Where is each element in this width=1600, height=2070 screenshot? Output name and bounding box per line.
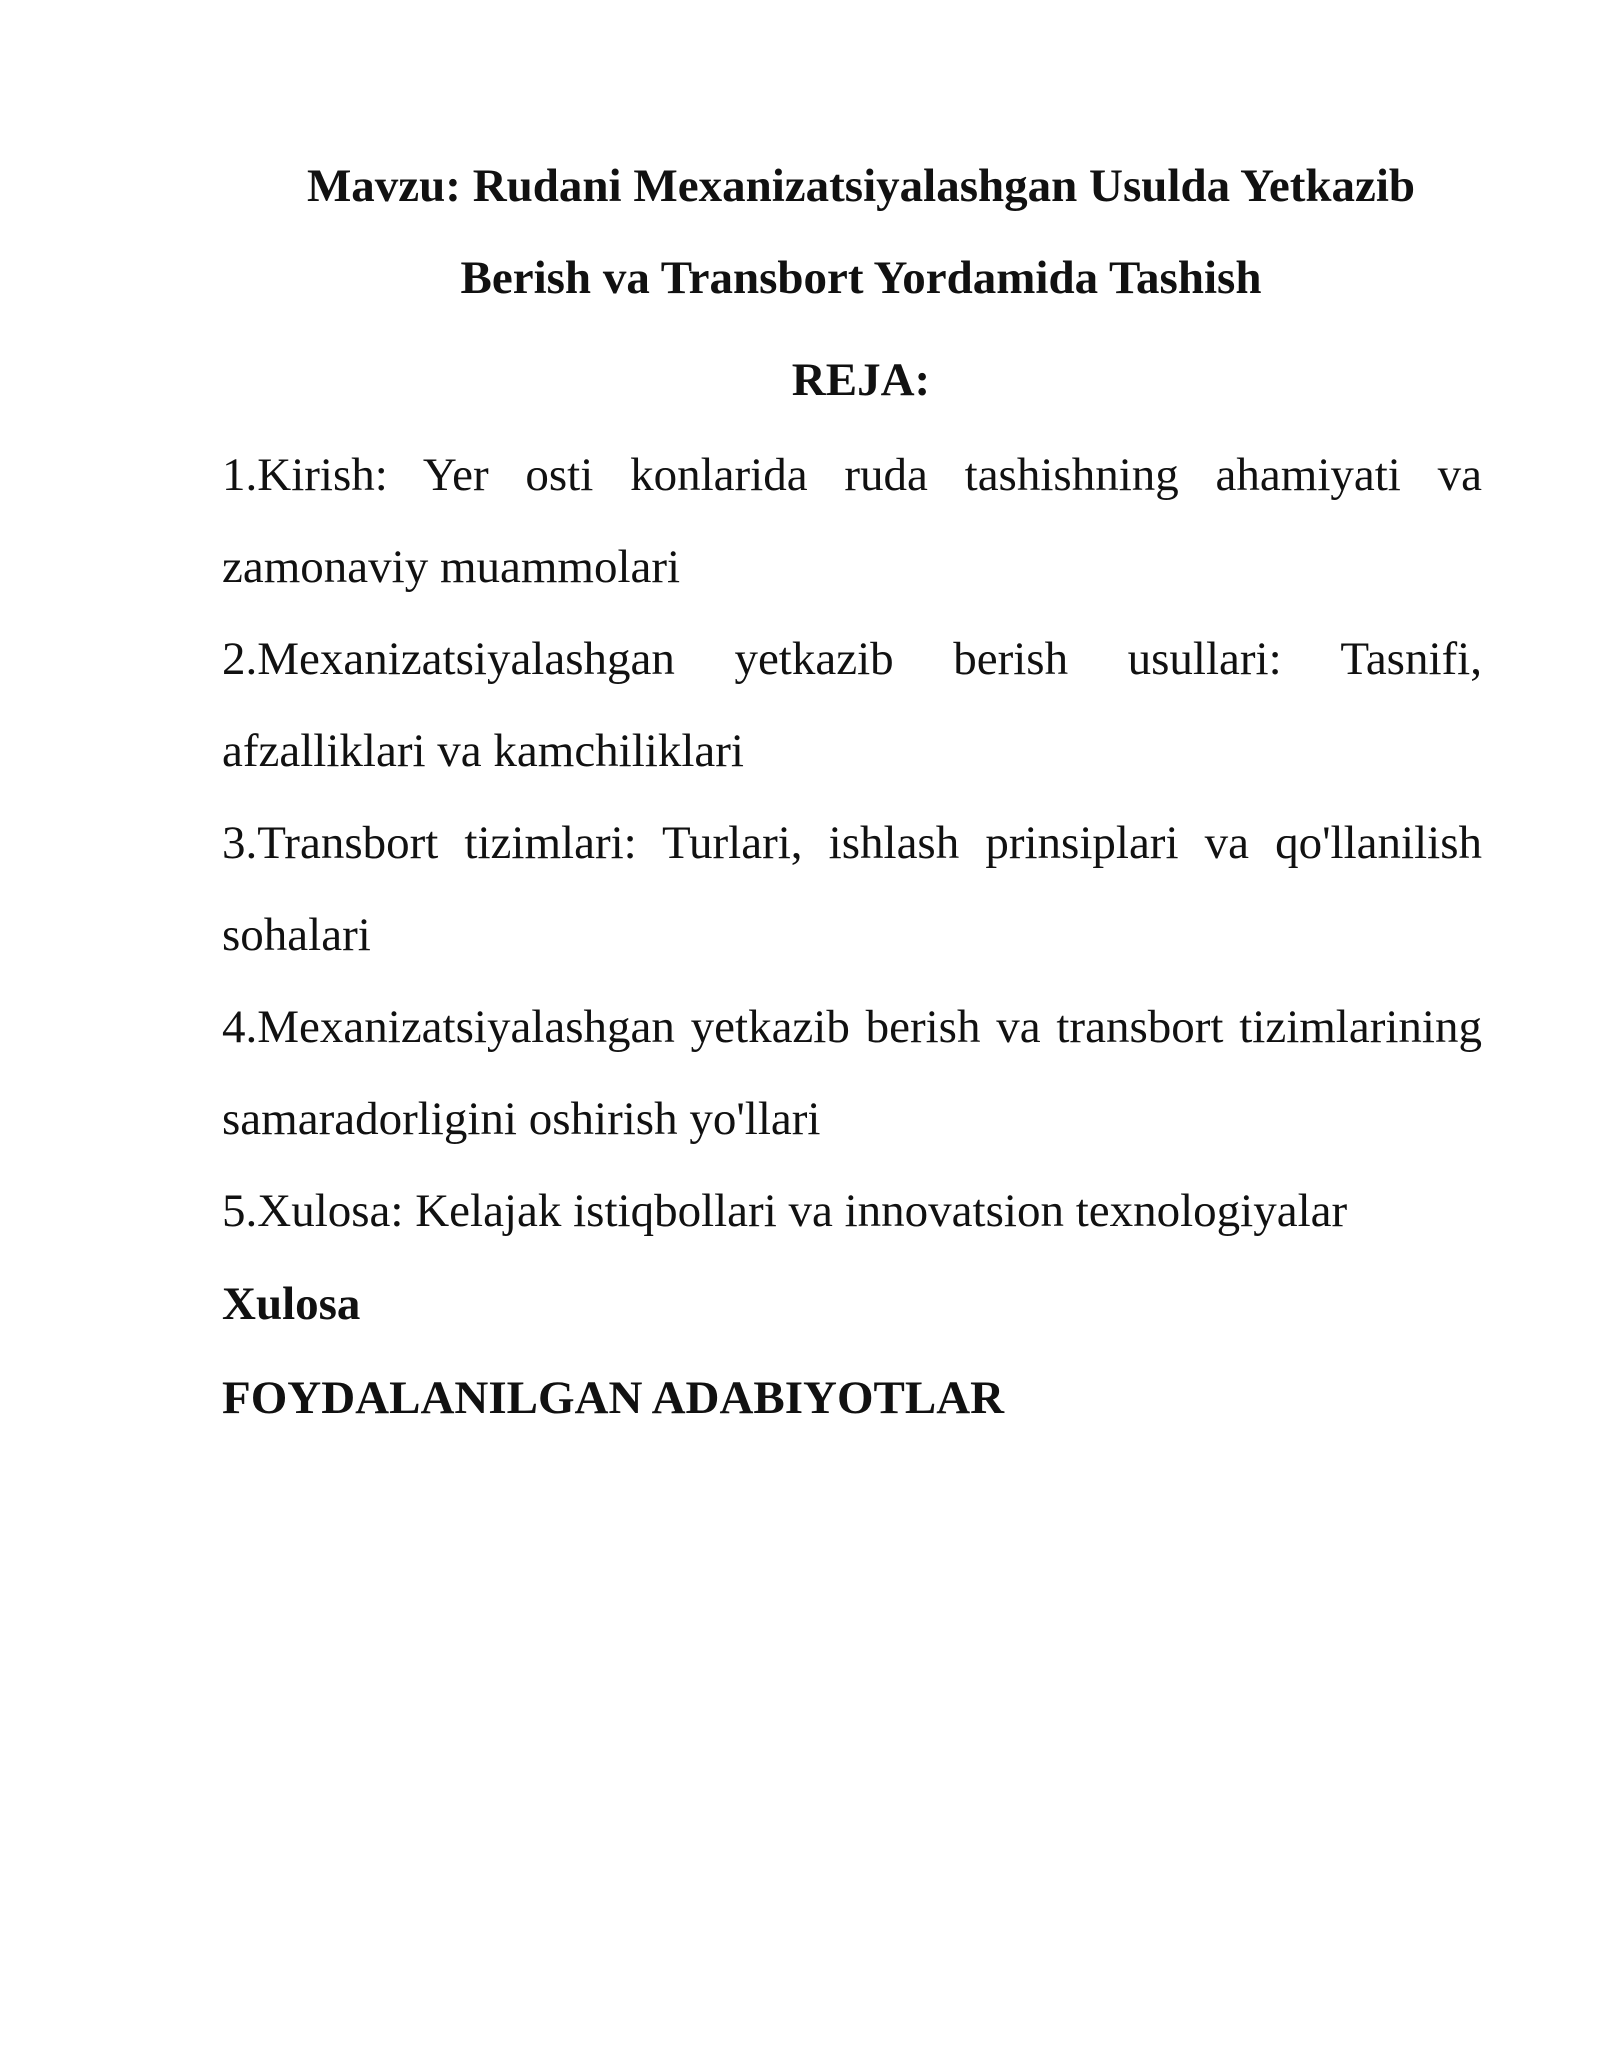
references-heading: FOYDALANILGAN ADABIYOTLAR bbox=[222, 1372, 1005, 1424]
plan-item: 1.Kirish: Yer osti konlarida ruda tashishning ahamiyati va zamonaviy muammolari bbox=[222, 449, 1482, 593]
plan-item: 3.Transbort tizimlari: Turlari, ishlash prinsiplari va qo'llanilish sohalari bbox=[222, 817, 1482, 961]
conclusion-heading: Xulosa bbox=[222, 1278, 361, 1330]
plan-heading: REJA: bbox=[791, 354, 931, 406]
document-page bbox=[222, 140, 1482, 1445]
plan-item: 4.Mexanizatsiyalashgan yetkazib berish va transbort tizimlarining samaradorligini oshirish yo'llari bbox=[222, 1001, 1482, 1145]
plan-list bbox=[222, 429, 1482, 1257]
plan-item: 5.Xulosa: Kelajak istiqbollari va innovatsion texnologiyalar bbox=[222, 1185, 1348, 1237]
plan-item: 2.Mexanizatsiyalashgan yetkazib berish usullari: Tasnifi, afzalliklari va kamchiliklari bbox=[222, 633, 1482, 777]
document-title: Mavzu: Rudani Mexanizatsiyalashgan Usulda Yetkazib Berish va Transbort Yordamida Tashish bbox=[306, 160, 1416, 304]
